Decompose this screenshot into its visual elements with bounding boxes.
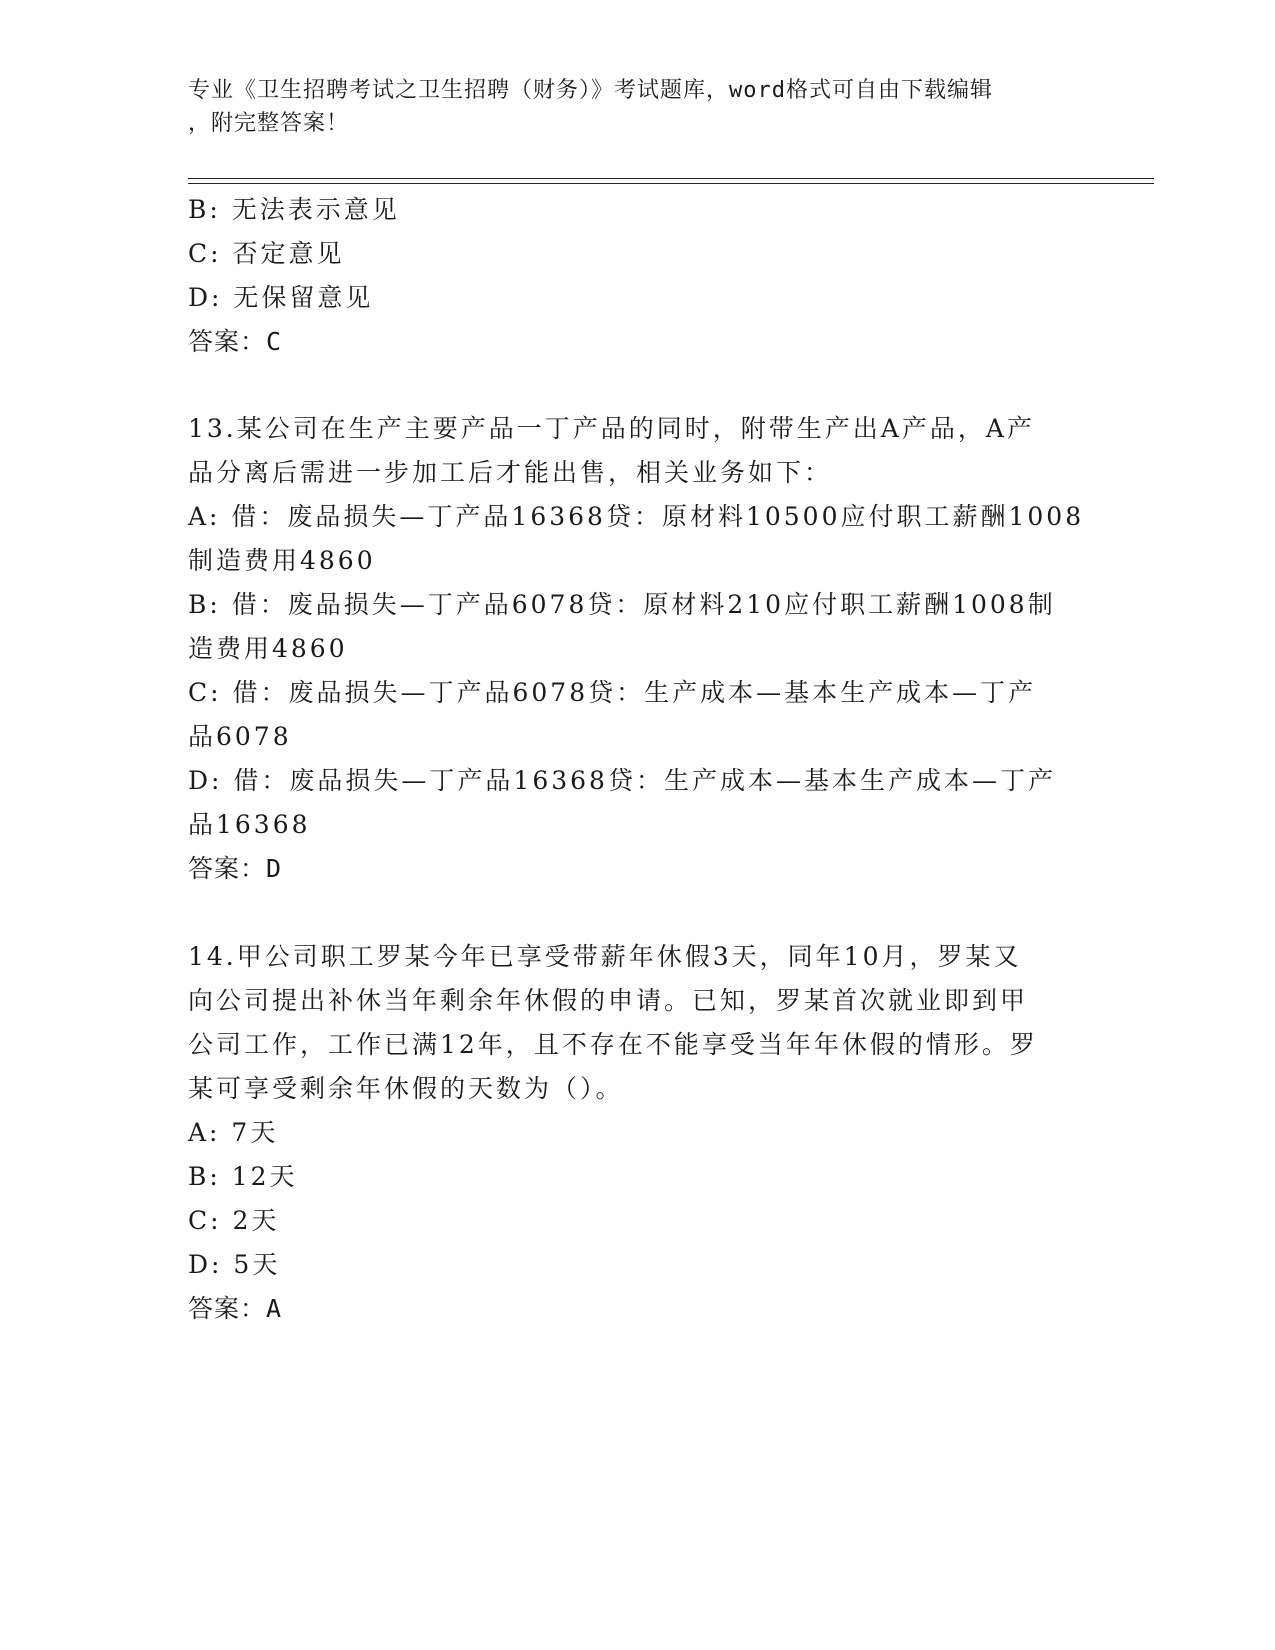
option-b: B: 借：废品损失—丁产品6078贷：原材料210应付职工薪酬1008制 (188, 590, 1056, 619)
answer-value: A (266, 1294, 283, 1323)
header-line: 专业《卫生招聘考试之卫生招聘（财务）》考试题库，word格式可自由下载编辑 (188, 78, 993, 103)
option-b: B: 12天 (188, 1162, 298, 1191)
option-c: 品6078 (188, 722, 292, 751)
answer (188, 853, 282, 885)
answer-label: 答案： (188, 854, 267, 883)
answer-label: 答案： (188, 327, 267, 356)
answer (188, 1293, 282, 1325)
document-header (188, 74, 1068, 140)
question-text: 14.甲公司职工罗某今年已享受带薪年休假3天，同年10月，罗某又 (188, 942, 1022, 971)
question-text: 13.某公司在生产主要产品一丁产品的同时，附带生产出A产品，A产 (188, 414, 1035, 443)
option-d: D: 无保留意见 (188, 283, 374, 312)
option-a: 制造费用4860 (188, 546, 376, 575)
option-b: 造费用4860 (188, 634, 348, 663)
option-b: B: 无法表示意见 (188, 195, 400, 224)
answer-value: C (266, 327, 283, 356)
option-d: 品16368 (188, 810, 311, 839)
option-c: C: 借：废品损失—丁产品6078贷：生产成本—基本生产成本—丁产 (188, 678, 1037, 707)
option-c: C: 2天 (188, 1206, 280, 1235)
header-line: ，附完整答案！ (188, 111, 350, 136)
answer-value: D (266, 854, 283, 883)
question-text: 公司工作，工作已满12年，且不存在不能享受当年年休假的情形。罗 (188, 1030, 1038, 1059)
question-text: 向公司提出补休当年剩余年休假的申请。已知，罗某首次就业即到甲 (188, 986, 1029, 1015)
answer (188, 326, 282, 358)
question-text: 品分离后需进一步加工后才能出售，相关业务如下： (188, 458, 833, 487)
answer-label: 答案： (188, 1294, 267, 1323)
option-d: D: 5天 (188, 1250, 281, 1279)
option-a: A: 借：废品损失—丁产品16368贷：原材料10500应付职工薪酬1008 (188, 502, 1085, 531)
option-c: C: 否定意见 (188, 239, 345, 268)
option-a: A: 7天 (188, 1118, 279, 1147)
header-divider (188, 178, 1154, 179)
header-divider (188, 183, 1154, 184)
option-d: D: 借：废品损失—丁产品16368贷：生产成本—基本生产成本—丁产 (188, 766, 1056, 795)
question-text: 某可享受剩余年休假的天数为（）。 (188, 1074, 624, 1103)
